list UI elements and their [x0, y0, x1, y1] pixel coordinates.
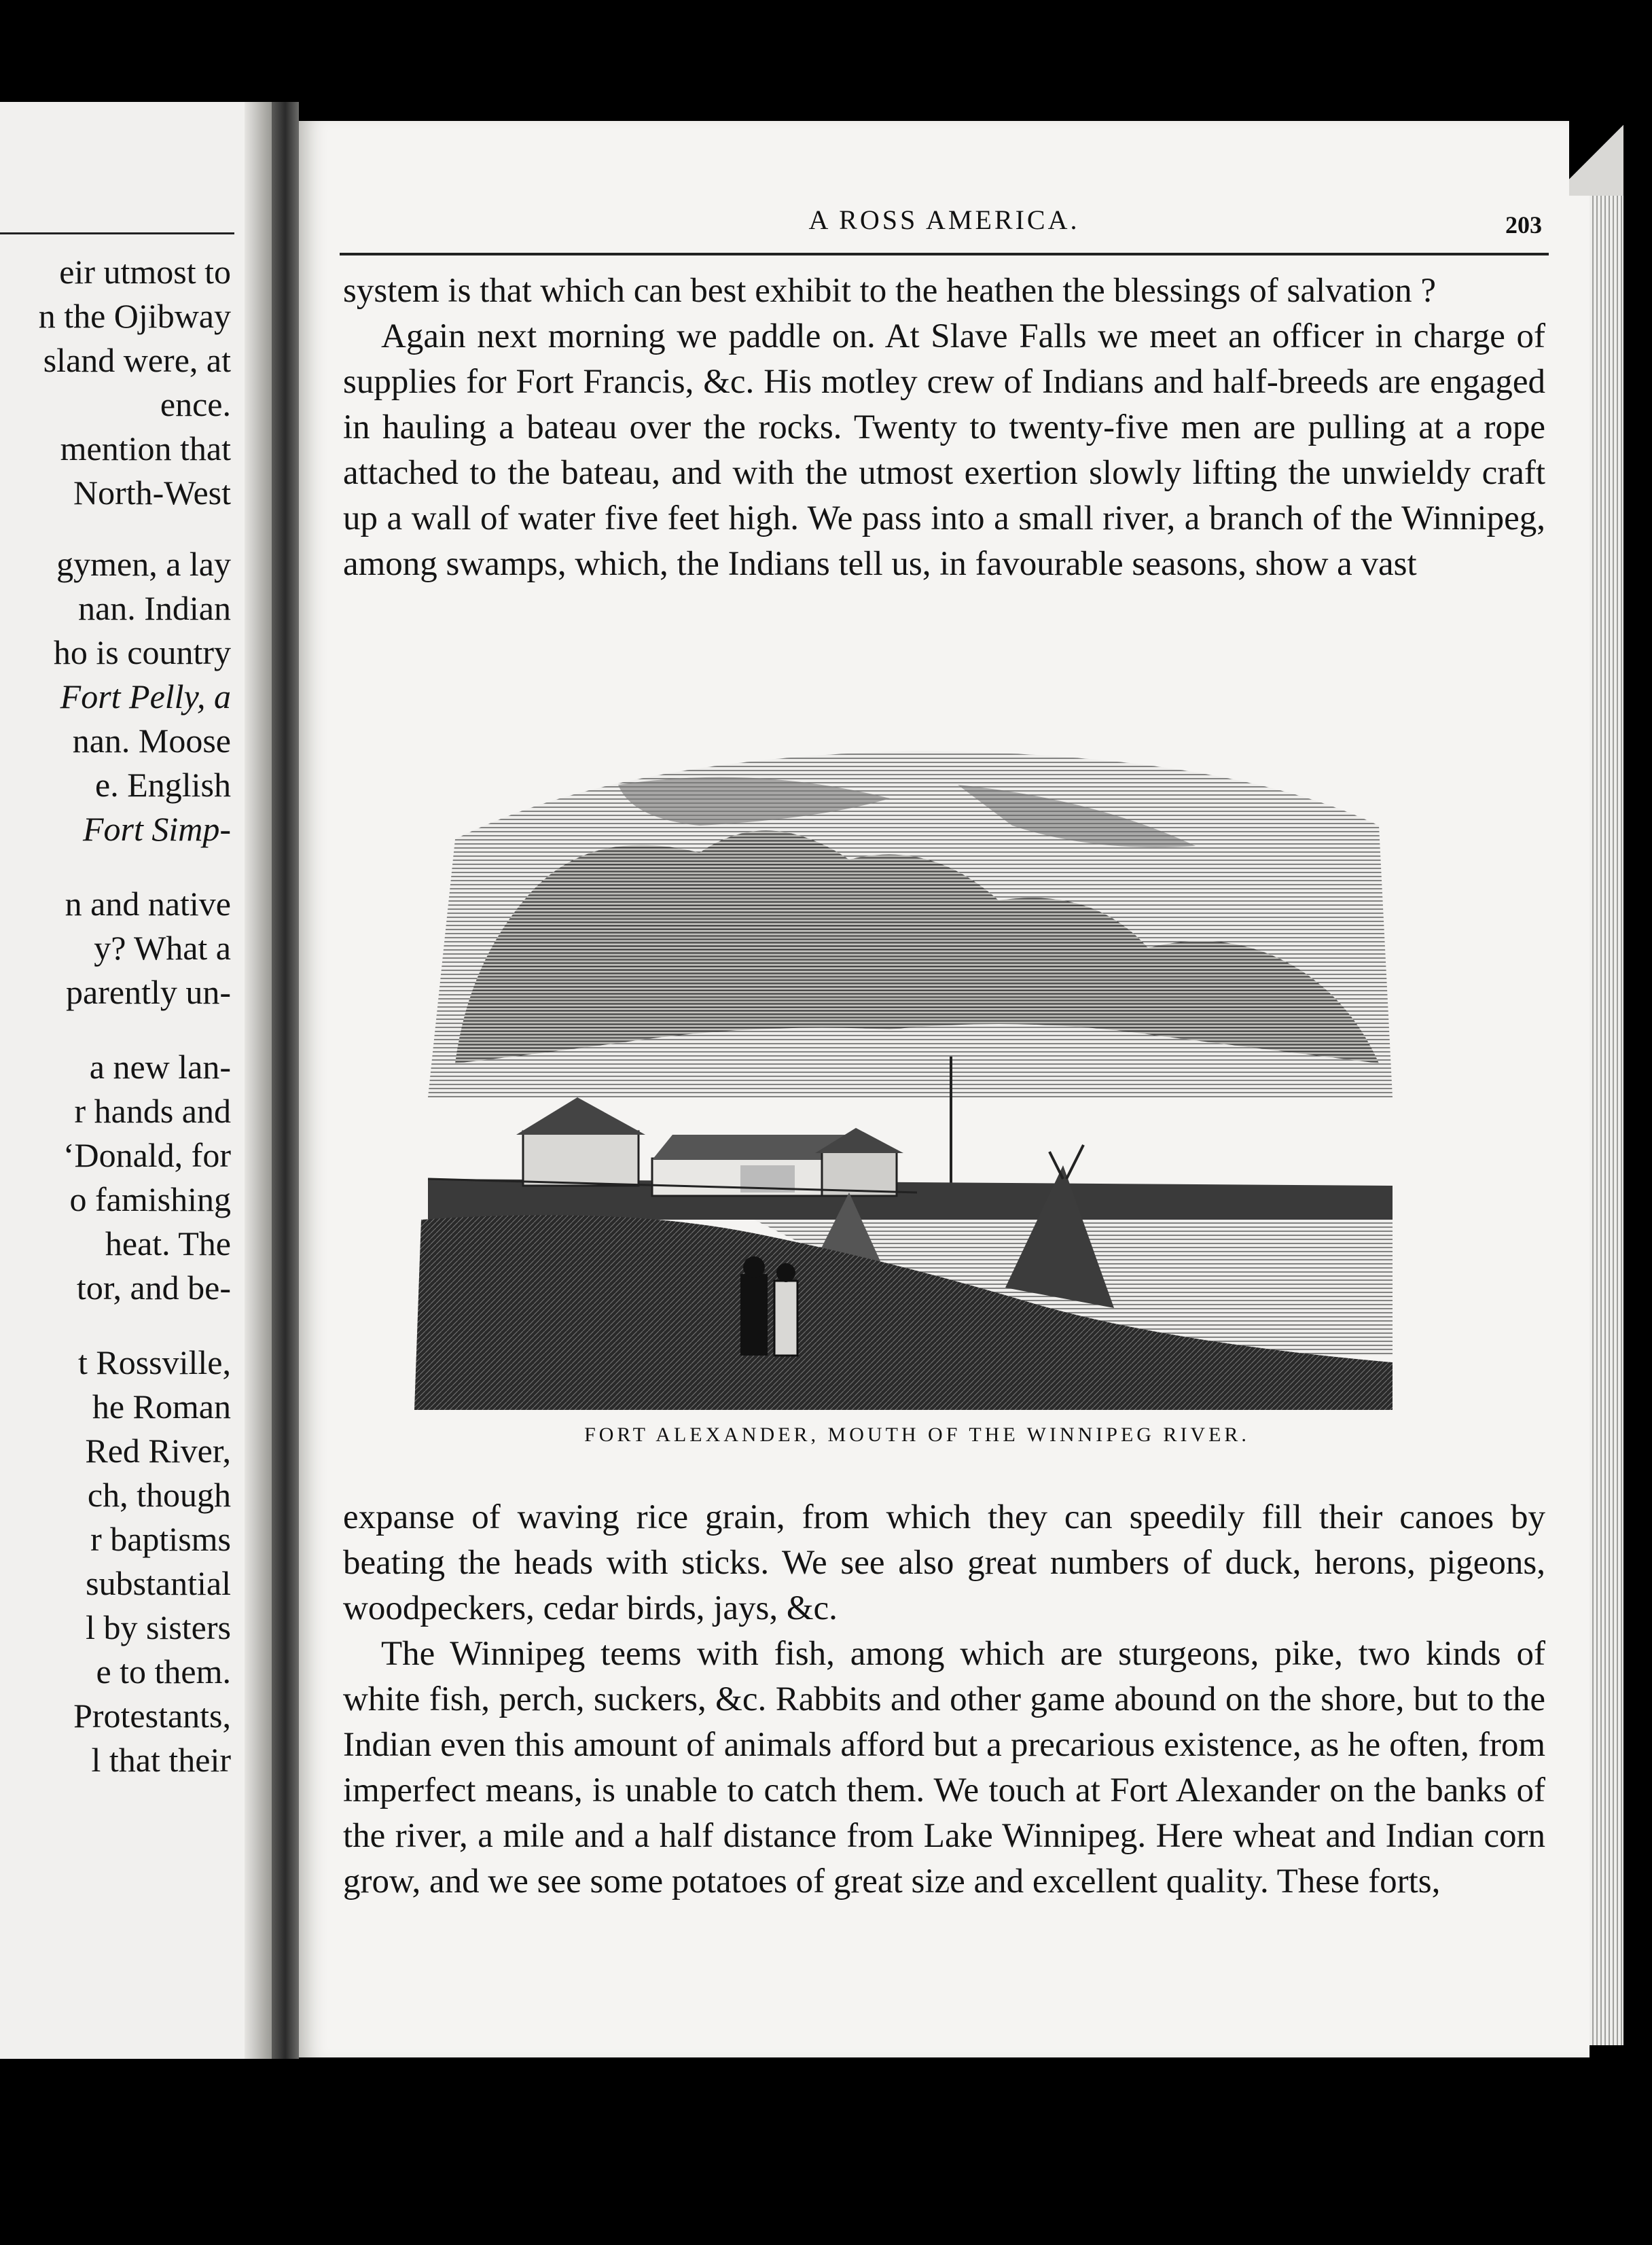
page-header: [340, 204, 1549, 251]
engraving-fort-alexander: [414, 744, 1420, 1410]
left-page-line: mention that: [60, 429, 231, 467]
left-page-line: parently un-: [66, 973, 231, 1011]
left-page-line: nan. Indian: [78, 589, 231, 627]
left-page: [0, 102, 272, 2059]
header-rule: [340, 253, 1549, 255]
page-corner: [1569, 121, 1623, 196]
left-page-line: l by sisters: [86, 1608, 231, 1646]
running-head: A ROSS AMERICA.: [808, 205, 1080, 235]
book-spine: [272, 102, 299, 2059]
left-page-line: Fort Simp-: [82, 810, 231, 848]
page-number: 203: [1505, 211, 1542, 238]
left-page-line: ‘Donald, for: [62, 1136, 231, 1174]
left-page-line: Fort Pelly, a: [60, 677, 231, 715]
figure-caption: FORT ALEXANDER, MOUTH OF THE WINNIPEG RIVER.: [584, 1424, 1250, 1446]
left-page-line: l that their: [91, 1741, 231, 1779]
left-page-line: nan. Moose: [72, 722, 231, 760]
left-page-line: heat. The: [105, 1224, 231, 1262]
left-page-line: sland were, at: [43, 341, 231, 379]
left-page-line: y? What a: [94, 929, 231, 967]
left-page-line: a new lan-: [89, 1048, 231, 1086]
left-page-line: r baptisms: [90, 1520, 231, 1558]
left-page-line: gymen, a lay: [56, 545, 231, 583]
left-page-line: Red River,: [85, 1432, 231, 1470]
left-page-line: t Rossville,: [77, 1343, 231, 1381]
paragraph: The Winnipeg teems with fish, among which are sturgeons, pike, two kinds of white fish, perch, suckers, &c. Rabbits and other game abound on the shore, but to the Indian even this amount of animals afford but a precarious existence, as he often, from imperfect means, is unable to catch them. We touch at Fort Alexander on the banks of the river, a mile and a half distance from Lake Winnipeg. Here wheat and Indian corn grow, and we see some potatoes of great size and excellent quality. These forts,: [343, 1635, 1545, 1901]
left-page-line: ence.: [160, 385, 231, 423]
engraving-illustration: [414, 744, 1420, 1410]
paragraph: expanse of waving rice grain, from which they can speedily fill their canoes by beating the heads with sticks. We see also great numbers of duck, herons, pigeons, woodpeckers, cedar birds, jays, &c.: [343, 1498, 1545, 1627]
page-edges: [1590, 149, 1623, 2045]
left-page-line: e to them.: [96, 1652, 231, 1691]
left-gutter-shadow: [245, 102, 272, 2059]
left-page-line: n the Ojibway: [38, 297, 231, 335]
left-page-header-rule: [0, 232, 234, 234]
left-page-line: n and native: [65, 885, 231, 923]
left-page-line: eir utmost to: [59, 253, 231, 291]
left-page-line: North-West: [73, 474, 231, 512]
text-block-bottom: [343, 1495, 1545, 1905]
left-page-line: r hands and: [74, 1092, 231, 1130]
paragraph: Again next morning we paddle on. At Slave Falls we meet an officer in charge of supplies for Fort Francis, &c. His motley crew of Indians and half-breeds are engaged in hauling a bateau over the rocks. Twenty to twenty-five men are pulling at a rope attached to the bateau, and with the utmost exertion slowly lifting the unwieldy craft up a wall of water five feet high. We pass into a small river, a branch of the Winnipeg, among swamps, which, the Indians tell us, in favourable seasons, show a vast: [343, 317, 1545, 583]
left-page-line: tor, and be-: [76, 1269, 231, 1307]
left-page-line: substantial: [86, 1564, 231, 1602]
left-page-line: o famishing: [69, 1180, 231, 1218]
left-page-line: Protestants,: [73, 1697, 231, 1735]
paragraph: system is that which can best exhibit to the heathen the blessings of salvation ?: [343, 272, 1436, 310]
left-page-line: he Roman: [92, 1387, 231, 1426]
left-page-line: e. English: [95, 766, 231, 804]
text-block-top: [343, 268, 1545, 587]
left-page-line: ho is country: [53, 633, 231, 671]
left-page-line: ch, though: [87, 1476, 231, 1514]
